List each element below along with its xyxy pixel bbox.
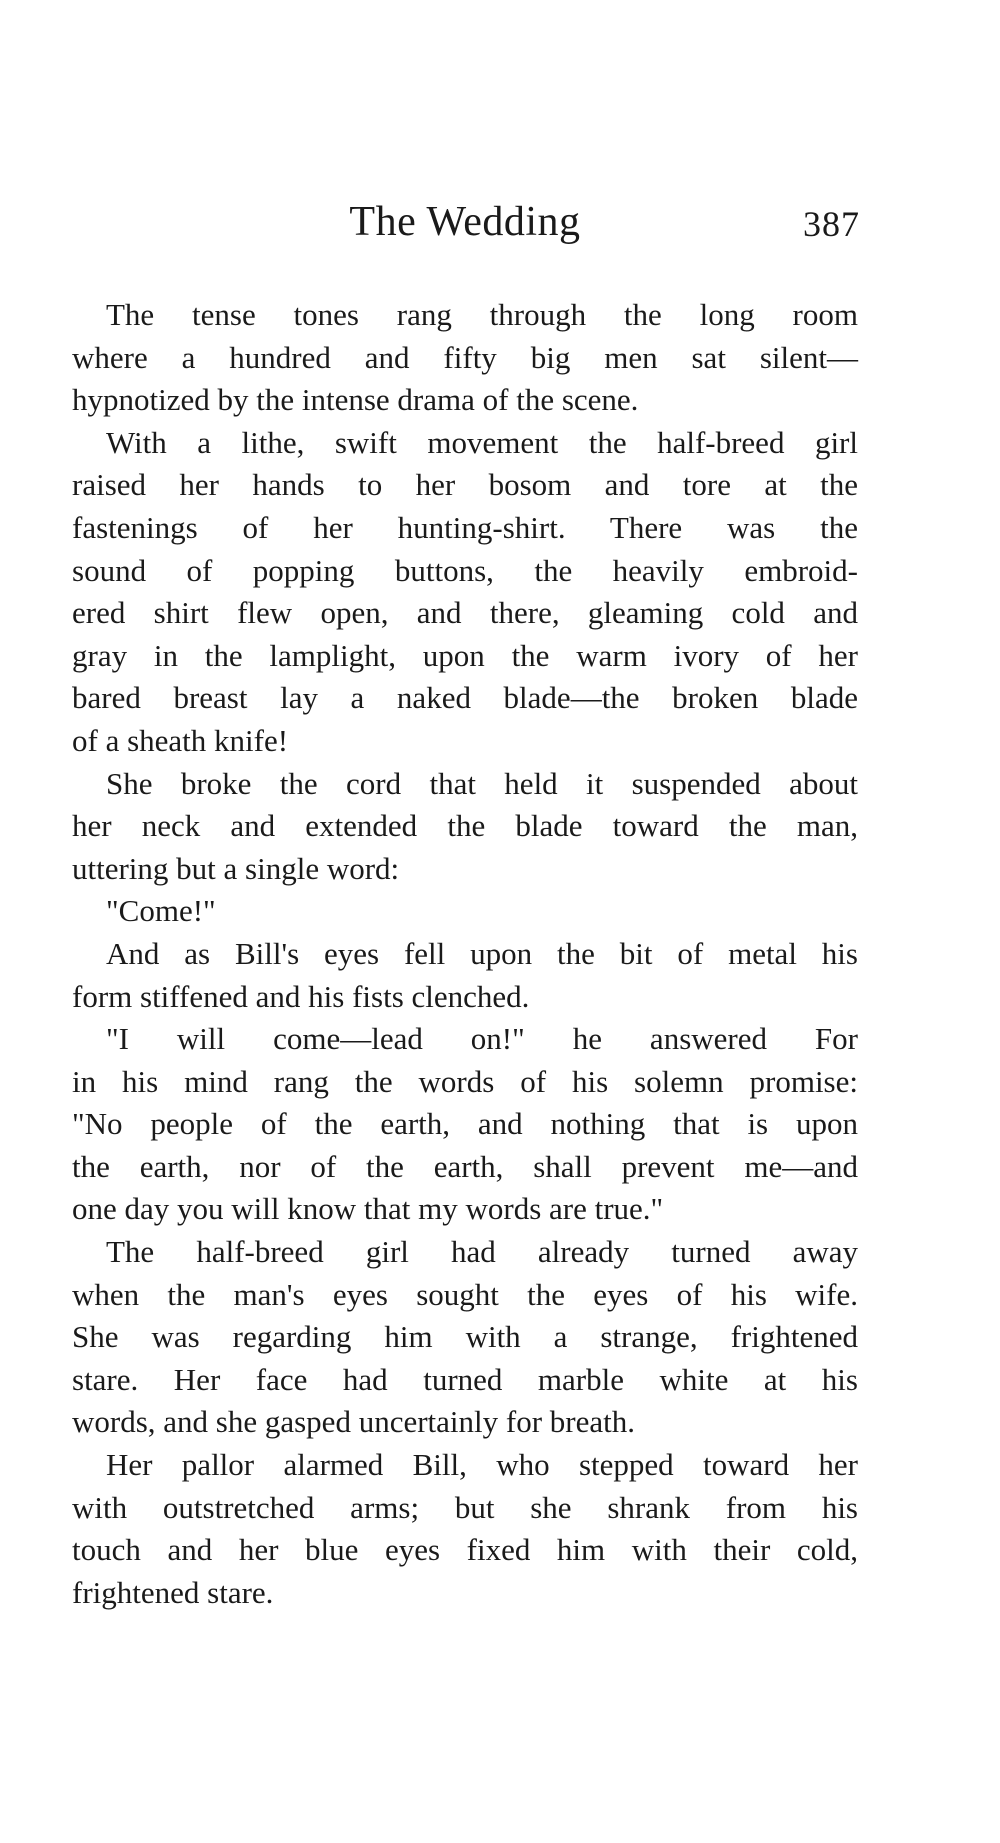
text-line: in his mind rang the words of his solemn promise: bbox=[72, 1063, 858, 1099]
running-head bbox=[70, 198, 860, 258]
text-line: the earth, nor of the earth, shall prevent me—and bbox=[72, 1148, 858, 1184]
text-line: "Come!" bbox=[106, 893, 216, 929]
text-line: She was regarding him with a strange, frightened bbox=[72, 1319, 858, 1355]
text-line: frightened stare. bbox=[72, 1574, 274, 1610]
text-line: where a hundred and fifty big men sat silent— bbox=[72, 339, 858, 375]
text-line: fastenings of her hunting-shirt. There was the bbox=[72, 509, 858, 545]
text-line: gray in the lamplight, upon the warm ivory of her bbox=[72, 637, 858, 673]
body-text bbox=[72, 294, 858, 1614]
text-line: "I will come—lead on!" he answered For bbox=[106, 1021, 858, 1057]
text-line: one day you will know that my words are true." bbox=[72, 1191, 664, 1227]
text-line: bared breast lay a naked blade—the broken blade bbox=[72, 680, 858, 716]
text-line: when the man's eyes sought the eyes of his wife. bbox=[72, 1276, 858, 1312]
text-line: The half-breed girl had already turned away bbox=[106, 1234, 858, 1270]
text-line: ered shirt flew open, and there, gleaming cold and bbox=[72, 595, 858, 631]
text-line: of a sheath knife! bbox=[72, 722, 289, 758]
text-line: "No people of the earth, and nothing that is upon bbox=[72, 1106, 858, 1142]
text-line: The tense tones rang through the long room bbox=[106, 297, 858, 332]
text-line: raised her hands to her bosom and tore at the bbox=[72, 467, 858, 503]
text-line: Her pallor alarmed Bill, who stepped toward her bbox=[106, 1447, 858, 1483]
text-line: words, and she gasped uncertainly for breath. bbox=[72, 1404, 635, 1440]
text-line: her neck and extended the blade toward the man, bbox=[72, 808, 858, 844]
text-line: with outstretched arms; but she shrank from his bbox=[72, 1489, 858, 1525]
chapter-title: The Wedding bbox=[349, 199, 581, 245]
text-line: With a lithe, swift movement the half-breed girl bbox=[106, 424, 858, 460]
text-line: form stiffened and his fists clenched. bbox=[72, 978, 530, 1014]
text-line: touch and her blue eyes fixed him with their cold, bbox=[72, 1532, 858, 1568]
text-line: sound of popping buttons, the heavily embroid- bbox=[72, 552, 858, 588]
text-line: And as Bill's eyes fell upon the bit of metal his bbox=[106, 935, 858, 971]
text-line: hypnotized by the intense drama of the scene. bbox=[72, 382, 639, 418]
text-line: stare. Her face had turned marble white at his bbox=[72, 1361, 858, 1397]
text-line: uttering but a single word: bbox=[72, 850, 400, 886]
text-line: She broke the cord that held it suspended about bbox=[106, 765, 858, 801]
page-number: 387 bbox=[803, 204, 860, 244]
